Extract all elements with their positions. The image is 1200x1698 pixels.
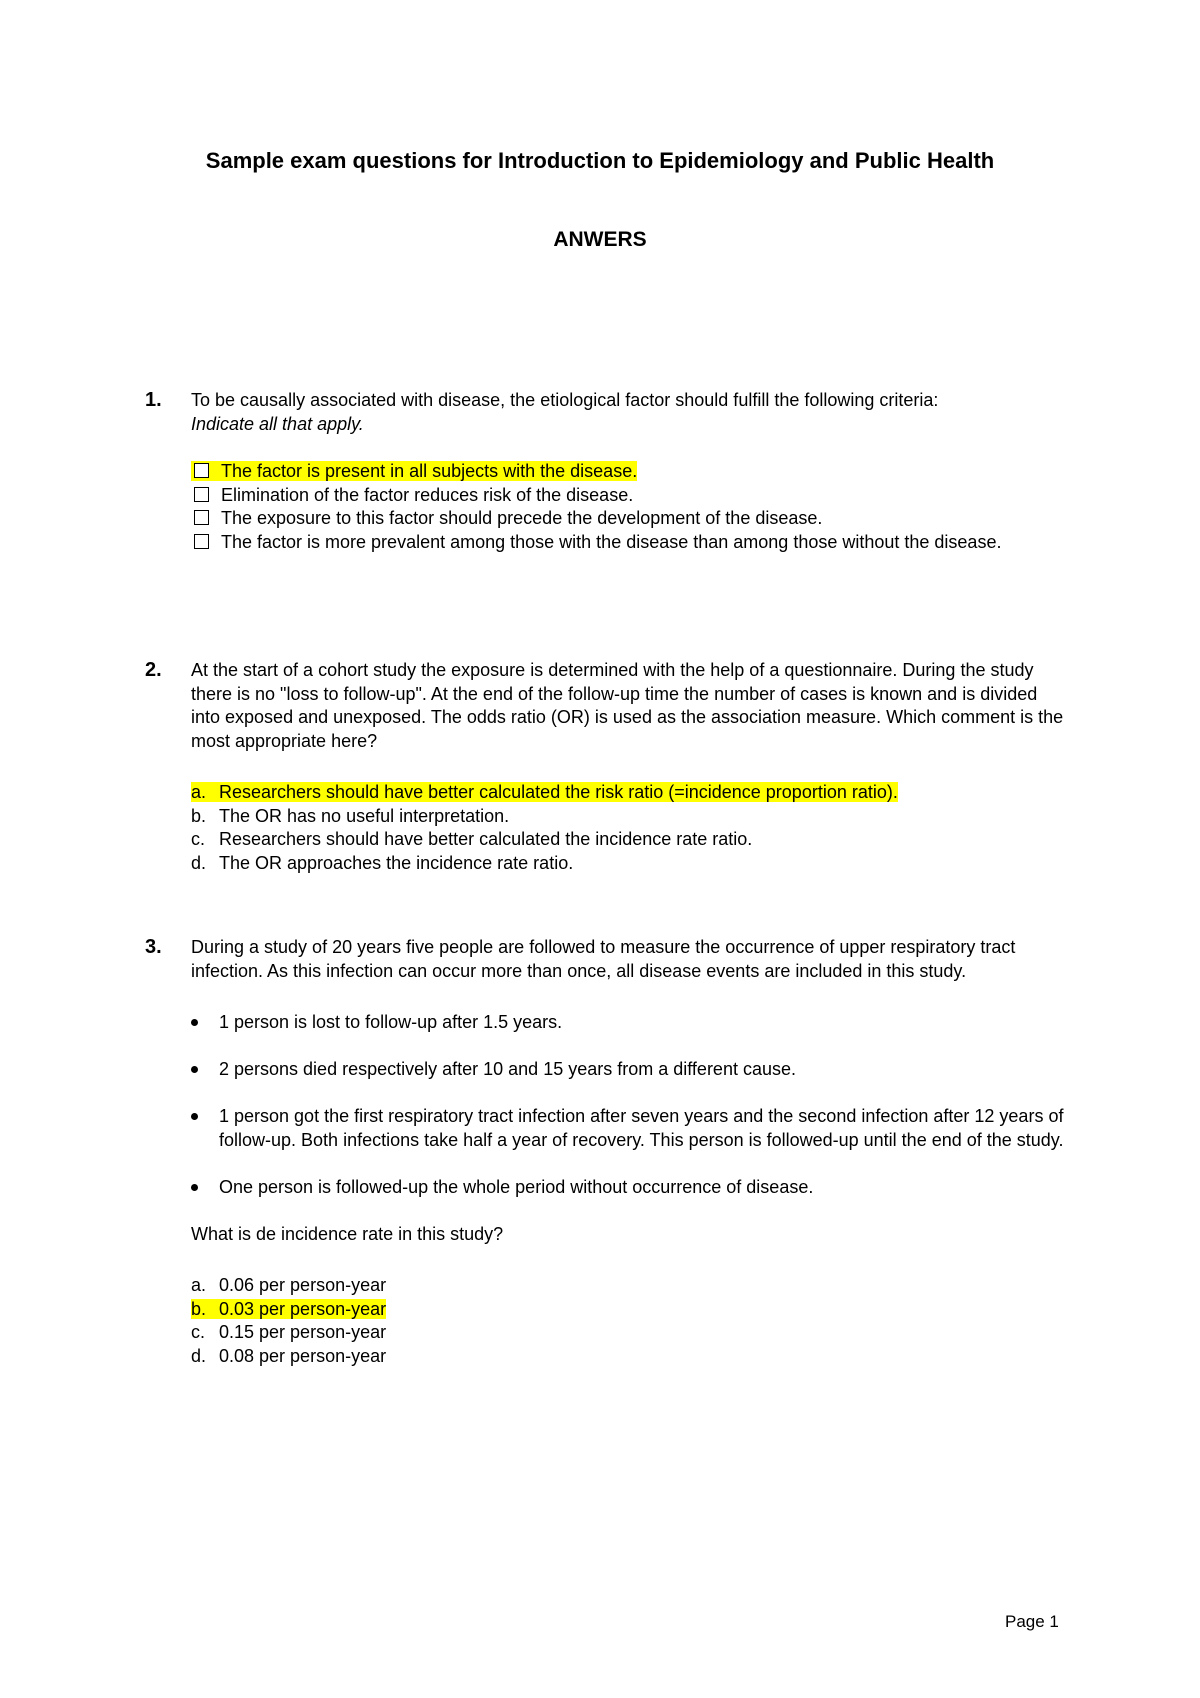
option-text: The OR has no useful interpretation. (219, 805, 510, 826)
question-1 (145, 389, 1065, 554)
bullet-item (191, 1011, 1065, 1035)
option-letter: b. (191, 1298, 207, 1319)
bullet-icon (191, 1019, 198, 1026)
bullet-icon (191, 1113, 198, 1120)
option-text: 0.03 per person-year (219, 1298, 387, 1319)
question-number: 2. (145, 659, 162, 681)
question-prompt: What is de incidence rate in this study? (191, 1223, 504, 1244)
option-d (191, 531, 1065, 555)
bullet-text: 2 persons died respectively after 10 and 15 years from a different cause. (219, 1059, 796, 1079)
question-stem: During a study of 20 years five people are followed to measure the occurrence of upper respiratory tract infection. As this infection can occur more than once, all disease events are included in this study. (191, 937, 1016, 981)
option-text: 0.08 per person-year (219, 1345, 387, 1366)
option-letter: a. (191, 782, 207, 802)
highlighted-answer (191, 1299, 386, 1319)
option-text: The OR approaches the incidence rate ratio. (219, 852, 574, 873)
checkbox-icon[interactable] (194, 534, 209, 549)
checkbox-icon[interactable] (194, 487, 209, 502)
option-text: The exposure to this factor should precede the development of the disease. (221, 508, 823, 528)
option-list (191, 781, 1065, 875)
option-text: Researchers should have better calculated the risk ratio (=incidence proportion ratio). (219, 782, 898, 802)
option-letter: a. (191, 1275, 207, 1295)
checkbox-icon[interactable] (194, 510, 209, 525)
option-c (191, 507, 1065, 531)
option-text: 0.06 per person-year (219, 1275, 387, 1295)
page-number: Page 1 (1005, 1612, 1059, 1631)
question-number: 3. (145, 936, 162, 958)
bullet-text: 1 person is lost to follow-up after 1.5 years. (219, 1012, 563, 1032)
option-text: The factor is more prevalent among those with the disease than among those without the disease. (221, 531, 1002, 552)
question-instruction: Indicate all that apply. (191, 413, 364, 434)
bullet-text: One person is followed-up the whole period without occurrence of disease. (219, 1176, 814, 1197)
question-stem: At the start of a cohort study the exposure is determined with the help of a questionnaire. During the study there is no "loss to follow-up". At the end of the follow-up time the number of cases is known and is divided into exposed and unexposed. The odds ratio (OR) is used as the association measure. Which comment is the most appropriate here? (191, 660, 1064, 751)
option-b (191, 805, 1065, 829)
option-letter: c. (191, 1322, 206, 1342)
option-a (191, 1274, 1065, 1298)
option-d (191, 1345, 1065, 1369)
bullet-list (191, 1011, 1065, 1199)
question-2 (145, 659, 1065, 875)
bullet-item (191, 1105, 1065, 1152)
option-text: The factor is present in all subjects with the disease. (221, 461, 638, 481)
option-c (191, 828, 1065, 852)
option-c (191, 1321, 1065, 1345)
option-list (191, 1274, 1065, 1368)
checkbox-icon[interactable] (194, 463, 209, 478)
option-b (191, 484, 1065, 508)
option-letter: d. (191, 852, 207, 873)
document-title: Sample exam questions for Introduction to Epidemiology and Public Health (205, 148, 995, 173)
option-text: Researchers should have better calculated the incidence rate ratio. (219, 829, 753, 849)
question-stem: To be causally associated with disease, the etiological factor should fulfill the following criteria: (191, 390, 939, 410)
option-a (191, 460, 1065, 484)
bullet-icon (191, 1066, 198, 1073)
highlighted-answer (191, 461, 637, 481)
document-subtitle: ANWERS (553, 228, 647, 251)
option-b (191, 1298, 1065, 1322)
option-d (191, 852, 1065, 876)
bullet-text: 1 person got the first respiratory tract infection after seven years and the second infection after 12 years of follow-up. Both infections take half a year of recovery. This person is followed-up until the end of the study. (219, 1106, 1064, 1150)
option-letter: b. (191, 805, 207, 826)
option-letter: c. (191, 829, 206, 849)
highlighted-answer (191, 782, 898, 802)
option-letter: d. (191, 1345, 207, 1366)
option-text: Elimination of the factor reduces risk of the disease. (221, 484, 634, 505)
question-3 (145, 936, 1065, 1368)
bullet-item (191, 1058, 1065, 1082)
bullet-item (191, 1176, 1065, 1200)
bullet-icon (191, 1184, 198, 1191)
option-list (191, 460, 1065, 554)
question-number: 1. (145, 389, 162, 411)
option-a (191, 781, 1065, 805)
option-text: 0.15 per person-year (219, 1322, 387, 1342)
